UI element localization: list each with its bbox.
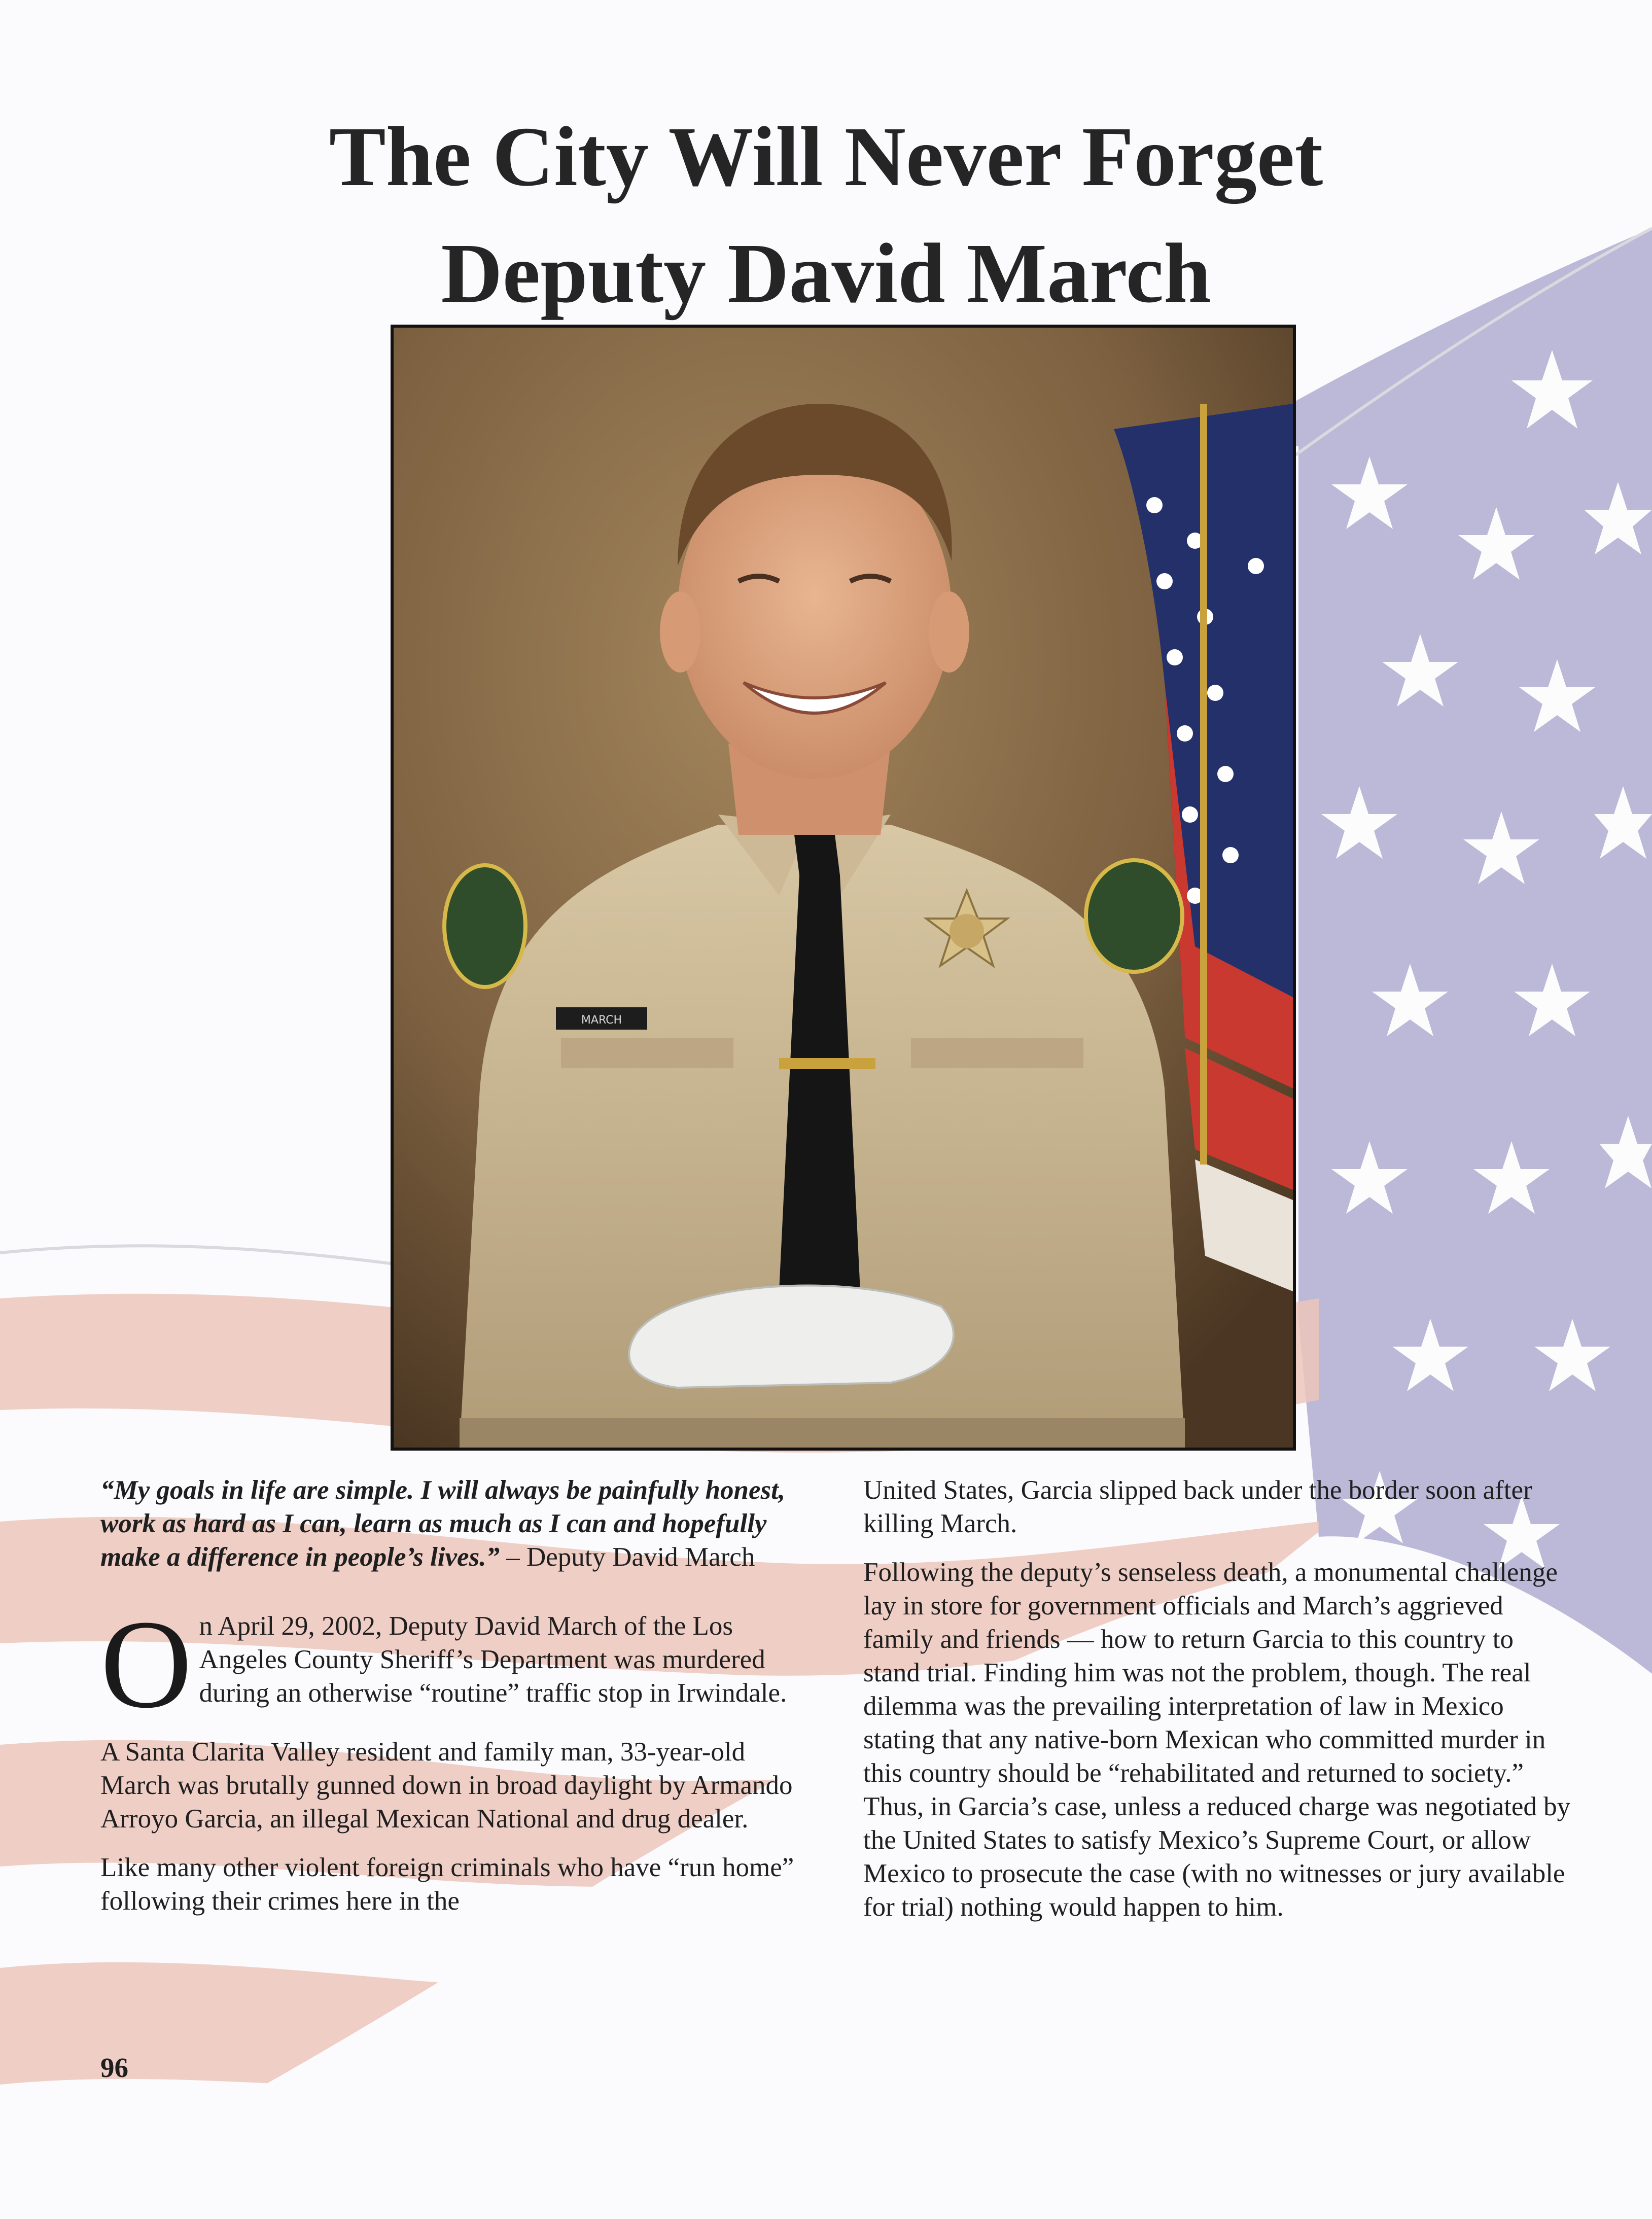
pull-quote bbox=[100, 1473, 821, 1574]
article-paragraph-4: United States, Garcia slipped back under the border soon after killing March. bbox=[863, 1475, 1532, 1538]
right-column bbox=[863, 1473, 1573, 1939]
left-column bbox=[100, 1473, 821, 1933]
portrait-illustration bbox=[394, 328, 1293, 1448]
article-paragraph-2: A Santa Clarita Valley resident and family man, 33-year-old March was brutally gunned down in broad daylight by Armando Arroyo Garcia, an illegal Mexican National and drug dealer. bbox=[100, 1737, 793, 1834]
article-paragraph-5: Following the deputy’s senseless death, a monumental challenge lay in store for government officials and March’s aggrieved family and friends — how to return Garcia to this country to stand trial. Finding him was not the problem, though. The real dilemma was the prevailing interpretation of law in Mexico stating that any native-born Mexican who committed murder in this country should be “rehabilitated and returned to society.” Thus, in Garcia’s case, unless a reduced charge was negotiated by the United States to satisfy Mexico’s Supreme Court, or allow Mexico to prosecute the case (with no witnesses or jury available for trial) nothing would happen to him. bbox=[863, 1558, 1571, 1922]
page-number: 96 bbox=[100, 2052, 128, 2083]
article-paragraph-1 bbox=[100, 1594, 821, 1735]
headline-line-2: Deputy David March bbox=[441, 226, 1211, 321]
headline-line-1: The City Will Never Forget bbox=[329, 110, 1323, 204]
quote-attribution: – Deputy David March bbox=[506, 1542, 755, 1572]
quote-text: “My goals in life are simple. I will always be painfully honest, work as hard as I can, learn as much as I can and hopefully make a difference in people’s lives.” bbox=[100, 1475, 786, 1572]
drop-cap: O bbox=[100, 1594, 192, 1735]
deputy-portrait-photo bbox=[391, 325, 1296, 1451]
name-tag: MARCH bbox=[581, 1014, 622, 1027]
article-paragraph-3: Like many other violent foreign criminals who have “run home” following their crimes here in the bbox=[100, 1853, 794, 1916]
article-paragraph-1-text: n April 29, 2002, Deputy David March of the Los Angeles County Sheriff’s Department was murdered during an otherwise “routine” traffic stop in Irwindale. bbox=[199, 1611, 787, 1708]
